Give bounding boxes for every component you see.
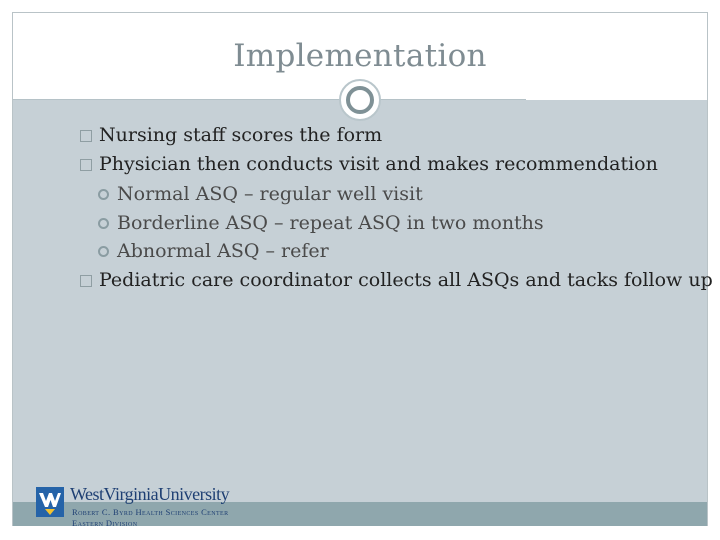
ring-bullet-icon [98,218,109,229]
square-bullet-icon [80,159,92,171]
sub-bullet-item [98,183,423,205]
ring-bullet-icon [98,189,109,200]
university-name: WestVirginiaUniversity [70,484,230,504]
bullet-text: Pediatric care coordinator collects all ASQs and tacks follow up [99,269,713,291]
square-bullet-icon [80,275,92,287]
ring-bullet-icon [98,246,109,257]
sub-bullet-text: Abnormal ASQ – refer [117,240,329,262]
sub-bullet-text: Normal ASQ – regular well visit [117,183,423,205]
bullet-item [80,269,713,291]
bullet-item [80,124,382,146]
bullet-text: Nursing staff scores the form [99,124,383,146]
logo-subtitle-line1: Robert C. Byrd Health Sciences Center [72,507,229,517]
sub-bullet-item [98,240,329,262]
university-logo [36,484,296,530]
logo-subtitle-line2: Eastern Division [72,518,138,528]
square-bullet-icon [80,130,92,142]
slide-title: Implementation [233,38,487,74]
sub-bullet-text: Borderline ASQ – repeat ASQ in two months [117,212,544,234]
sub-bullet-item [98,212,544,234]
bullet-item [80,153,658,175]
wv-flying-wv-icon [36,487,64,517]
bullet-text: Physician then conducts visit and makes recommendation [99,153,658,175]
